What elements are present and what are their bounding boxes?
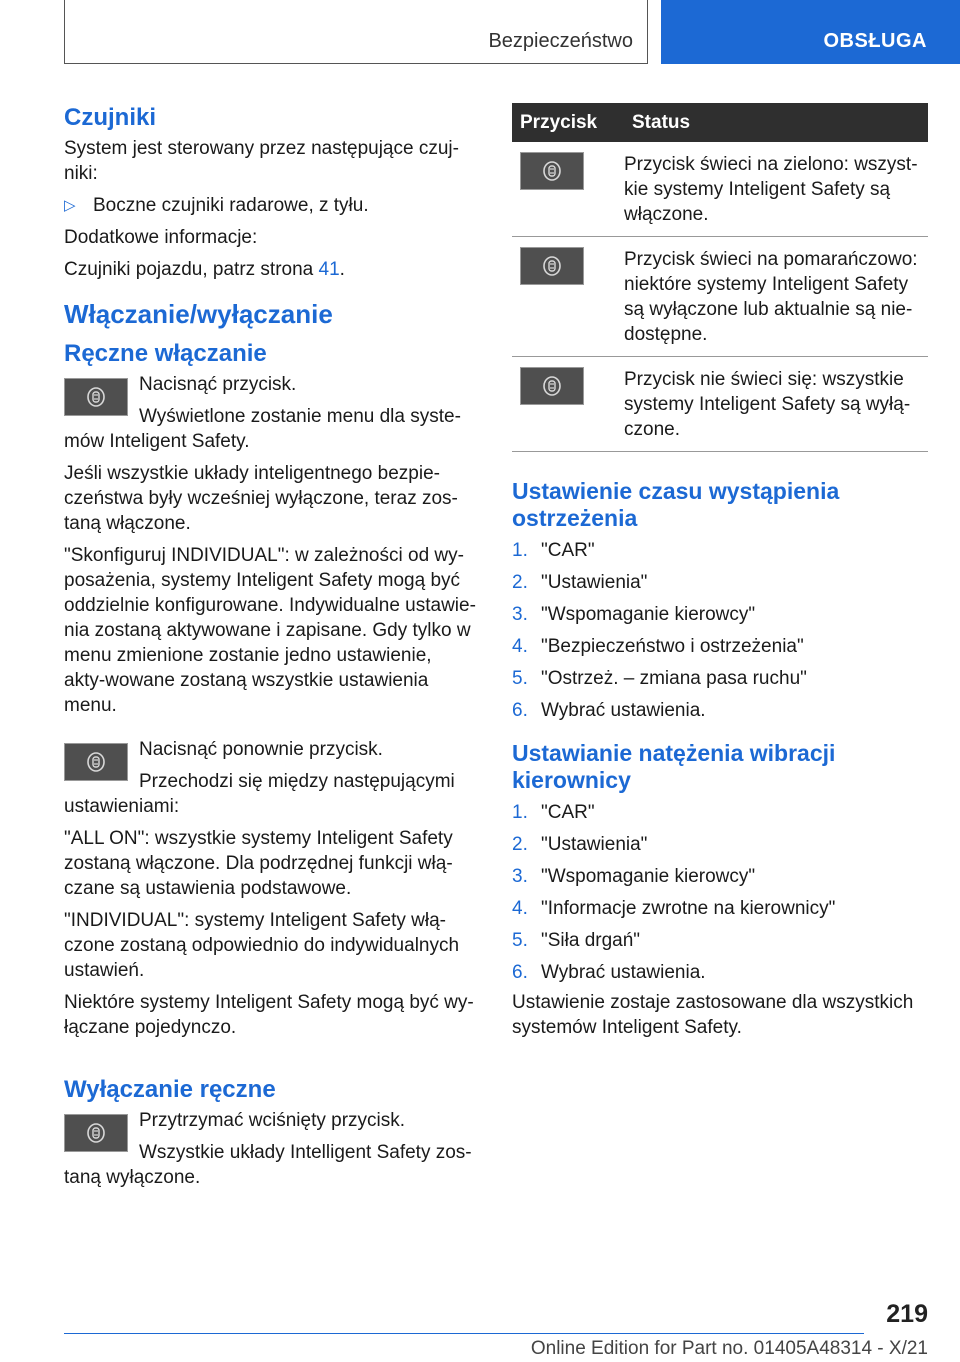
onoff-heading: Włączanie/wyłączanie (64, 299, 333, 329)
manual-off-step: Przytrzymać wciśnięty przycisk. (139, 1110, 406, 1131)
press-again-step: Nacisnąć ponownie przycisk. (139, 739, 383, 760)
warning-time-heading: Ustawienie czasu wystąpienia ostrzeżenia (512, 478, 840, 531)
list-item: 6. Wybrać ustawienia. (512, 700, 706, 721)
intelligent-safety-button-icon (520, 247, 584, 285)
header-chapter-title: OBSŁUGA (823, 30, 927, 52)
table-header-row (512, 103, 928, 142)
list-item: 4. "Bezpieczeństwo i ostrzeżenia" (512, 636, 804, 657)
table-header-status: Status (624, 103, 928, 142)
vibration-heading: Ustawianie natężenia wibracji kierownicy (512, 740, 836, 793)
single-off-note: Niektóre systemy Inteligent Safety mogą być wy‐łączane pojedynczo. (64, 992, 474, 1038)
list-item: 1. "CAR" (512, 540, 595, 561)
table-cell-status: Przycisk świeci na zielono: wszyst‐kie systemy Inteligent Safety są włączone. (624, 142, 928, 237)
press-again-result: Przechodzi się między następującymi ustawieniami: (64, 771, 455, 817)
individual-description: "INDIVIDUAL": systemy Inteligent Safety włą‐czone zostaną odpowiednio do indywidualnych ustawień. (64, 910, 460, 981)
warning-time-steps (512, 538, 928, 730)
list-item: 4. "Informacje zwrotne na kierownicy" (512, 898, 836, 919)
manual-on-step: Nacisnąć przycisk. (139, 374, 297, 395)
closing-note: Ustawienie zostaje zastosowane dla wszystkich systemów Inteligent Safety. (512, 992, 914, 1038)
table-cell-status: Przycisk nie świeci się: wszystkie systemy Inteligent Safety są wyłą‐czone. (624, 357, 928, 452)
vibration-steps (512, 800, 928, 992)
page-number: 219 (886, 1300, 928, 1328)
list-item: 5. "Siła drgań" (512, 930, 641, 951)
intelligent-safety-button-icon (520, 367, 584, 405)
sensors-heading: Czujniki (64, 104, 157, 131)
sensors-page-link[interactable]: 41 (318, 259, 340, 280)
list-item: 5. "Ostrzeż. – zmiana pasa ruchu" (512, 668, 807, 689)
intelligent-safety-button-icon (64, 743, 128, 781)
list-item: 6. Wybrać ustawienia. (512, 962, 706, 983)
header-chapter-tab (661, 0, 960, 64)
manual-off-result: Wszystkie układy Intelligent Safety zos‐taną wyłączone. (64, 1142, 472, 1188)
sensors-reference-end: . (339, 259, 345, 280)
sensors-bullet (64, 193, 476, 218)
intelligent-safety-button-icon (520, 152, 584, 190)
list-item: 1. "CAR" (512, 802, 595, 823)
manual-on-result: Wyświetlone zostanie menu dla syste‐mów Inteligent Safety. (64, 406, 461, 452)
manual-on-individual: "Skonfiguruj INDIVIDUAL": w zależności od wy‐posażenia, systemy Inteligent Safety mogą być oddzielnie konfigurowane. Indywidualne ustawie‐nia zostaną aktywowane i zapisane. Gdy tylko w menu zmienione zostanie jedno ustawienie, akty‐wowane zostaną wszystkie ustawienia menu. (64, 545, 476, 716)
list-item: 2. "Ustawienia" (512, 834, 648, 855)
button-status-table (512, 103, 928, 452)
sensors-reference (64, 257, 476, 282)
intelligent-safety-button-icon (64, 378, 128, 416)
manual-on-note: Jeśli wszystkie układy inteligentnego bezpie‐czeństwa były wcześniej wyłączone, teraz zos‐taną włączone. (64, 463, 458, 534)
right-column (512, 100, 928, 1047)
table-row (512, 142, 928, 237)
table-row (512, 357, 928, 452)
table-header-button: Przycisk (512, 103, 624, 142)
sensors-bullet-text: Boczne czujniki radarowe, z tyłu. (93, 195, 369, 216)
table-cell-button (512, 237, 624, 357)
header-section-title: Bezpieczeństwo (488, 30, 633, 52)
footer-edition: Online Edition for Part no. 01405A48314 - X/21 (530, 1338, 928, 1359)
left-column (64, 100, 476, 1197)
list-item: 3. "Wspomaganie kierowcy" (512, 866, 756, 887)
sensors-intro: System jest sterowany przez następujące czuj‐niki: (64, 138, 459, 184)
more-info-label: Dodatkowe informacje: (64, 227, 258, 248)
sensors-reference-text: Czujniki pojazdu, patrz strona (64, 259, 319, 280)
header-section-box (64, 0, 648, 64)
bullet-triangle-icon: ▷ (64, 197, 76, 214)
table-cell-status: Przycisk świeci na pomarańczowo: niektóre systemy Inteligent Safety są wyłączone lub aktualnie są nie‐dostępne. (624, 237, 928, 357)
table-row (512, 237, 928, 357)
intelligent-safety-button-icon (64, 1114, 128, 1152)
table-cell-button (512, 357, 624, 452)
list-item: 3. "Wspomaganie kierowcy" (512, 604, 756, 625)
manual-off-heading: Wyłączanie ręczne (64, 1076, 276, 1103)
list-item: 2. "Ustawienia" (512, 572, 648, 593)
table-cell-button (512, 142, 624, 237)
footer-divider (64, 1333, 864, 1334)
manual-on-heading: Ręczne włączanie (64, 340, 267, 367)
all-on-description: "ALL ON": wszystkie systemy Inteligent Safety zostaną włączone. Dla podrzędnej funkcji włą‐czane są ustawienia podstawowe. (64, 828, 453, 899)
